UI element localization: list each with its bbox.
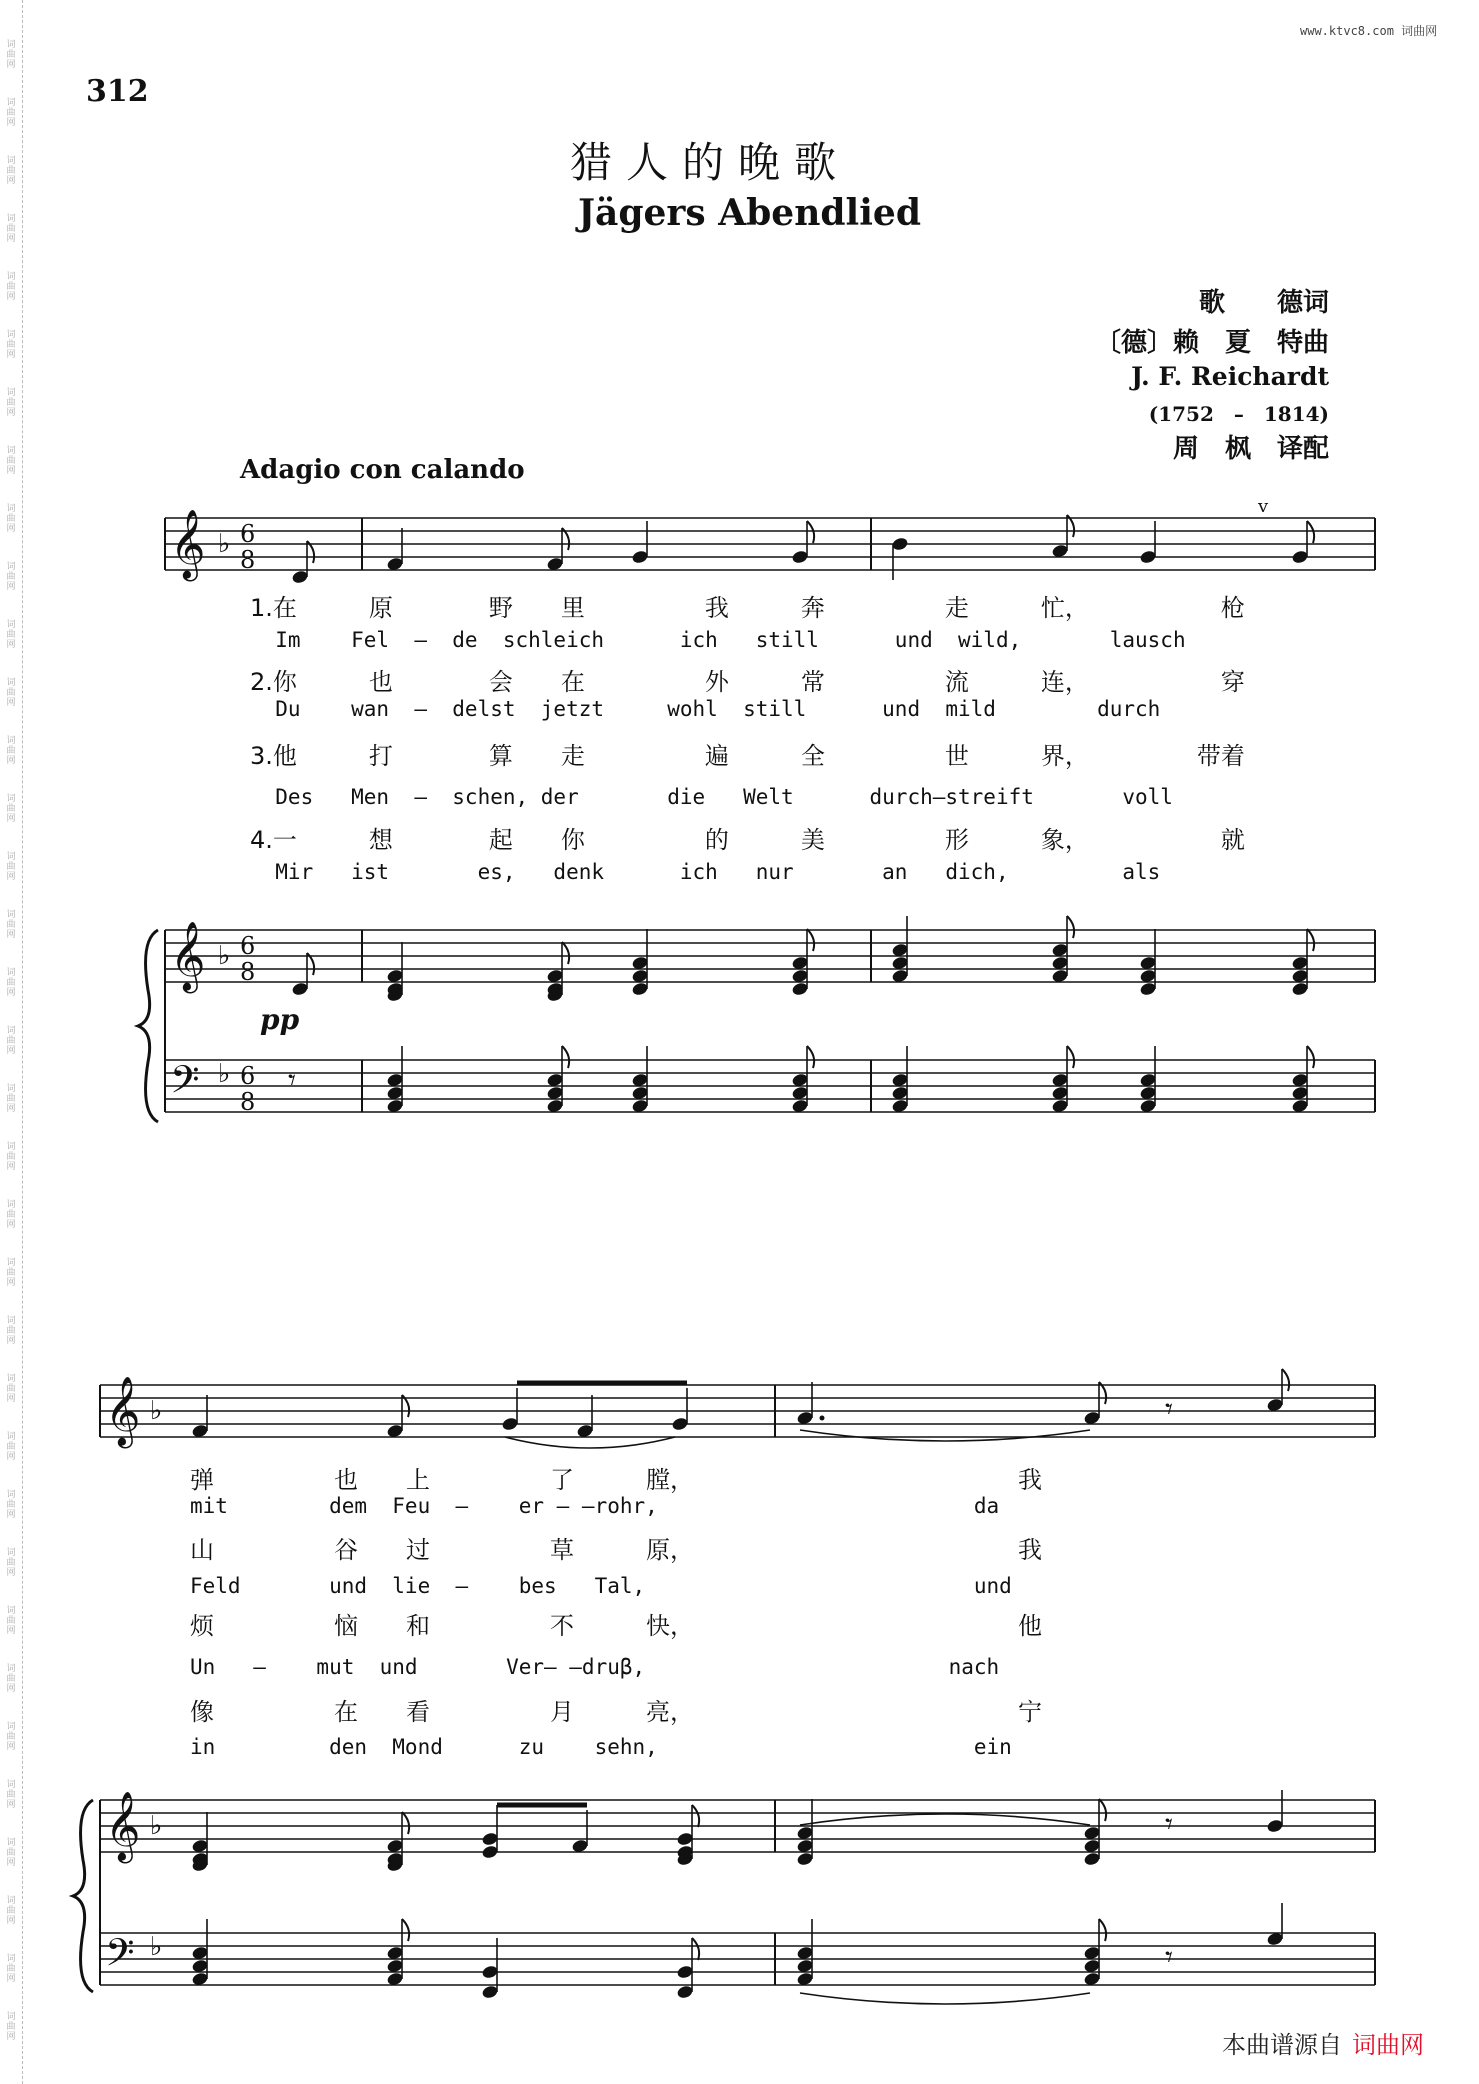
note-flag bbox=[562, 942, 569, 964]
side-watermark-text: 词曲网 bbox=[6, 446, 16, 476]
credit-lyricist: 歌 德词 bbox=[1198, 288, 1329, 318]
side-watermark-text: 词曲网 bbox=[6, 272, 16, 302]
side-watermark-text: 词曲网 bbox=[6, 1896, 16, 1926]
piano-brace-icon bbox=[138, 930, 158, 1122]
side-watermark-text: 词曲网 bbox=[6, 1664, 16, 1694]
credit-composer: 〔德〕赖 夏 特曲 bbox=[1094, 328, 1329, 358]
side-watermark-text: 词曲网 bbox=[6, 1374, 16, 1404]
side-watermark-text: 词曲网 bbox=[6, 1026, 16, 1056]
tempo-marking: Adagio con calando bbox=[240, 455, 525, 485]
side-watermark-text: 词曲网 bbox=[6, 504, 16, 534]
lyric-line: in den Mond zu sehn, ein bbox=[190, 1735, 1012, 1759]
treble-clef-icon: 𝄞 bbox=[170, 921, 206, 991]
lyric-line: 1.在 原 野 里 我 奔 走 忙， 枪 bbox=[250, 594, 1245, 622]
lyric-line: 像 在 看 月 亮， 宁 bbox=[190, 1698, 1042, 1726]
side-watermark-text: 词曲网 bbox=[6, 968, 16, 998]
credit-translator: 周 枫 译配 bbox=[1172, 434, 1329, 464]
lyric-line: Mir ist es, denk ich nur an dich, als bbox=[250, 860, 1161, 884]
note-flag bbox=[1307, 521, 1314, 543]
rest-icon: 𝄾 bbox=[1165, 1392, 1173, 1427]
side-watermark-text: 词曲网 bbox=[6, 910, 16, 940]
lyric-line: Des Men — schen, der die Welt durch—streift voll bbox=[250, 785, 1173, 809]
dynamic-marking: pp bbox=[260, 1003, 300, 1036]
key-flat-icon: ♭ bbox=[150, 1396, 163, 1426]
time-signature-top: 6 bbox=[240, 1062, 256, 1090]
side-watermark-text: 词曲网 bbox=[6, 1200, 16, 1230]
side-watermark-text: 词曲网 bbox=[6, 40, 16, 70]
header-site[interactable]: www.ktvc8.com 词曲网 bbox=[1300, 24, 1438, 38]
side-watermark-text: 词曲网 bbox=[6, 2012, 16, 2042]
note-flag bbox=[402, 1812, 409, 1834]
title-chinese: 猎人的晚歌 bbox=[570, 138, 851, 187]
side-watermark-text: 词曲网 bbox=[6, 1142, 16, 1172]
lyric-line: 烦 恼 和 不 快， 他 bbox=[190, 1612, 1042, 1640]
key-flat-icon: ♭ bbox=[218, 1059, 231, 1089]
key-flat-icon: ♭ bbox=[150, 1811, 163, 1841]
side-watermark-text: 词曲网 bbox=[6, 794, 16, 824]
side-watermark-text: 词曲网 bbox=[6, 736, 16, 766]
time-signature-top: 6 bbox=[240, 932, 256, 960]
side-watermark-text: 词曲网 bbox=[6, 1954, 16, 1984]
lyric-line: 弹 也 上 了 膛， 我 bbox=[190, 1466, 1042, 1494]
note-flag bbox=[1282, 1369, 1289, 1391]
title-german: Jägers Abendlied bbox=[578, 192, 921, 234]
note-flag bbox=[1067, 1046, 1074, 1068]
side-watermark-text: 词曲网 bbox=[6, 1548, 16, 1578]
note-flag bbox=[1067, 916, 1074, 938]
bass-clef-icon: 𝄢 bbox=[170, 1057, 200, 1111]
side-watermark-text: 词曲网 bbox=[6, 1316, 16, 1346]
side-watermark-text: 词曲网 bbox=[6, 388, 16, 418]
note-flag bbox=[1307, 929, 1314, 951]
side-watermark-text: 词曲网 bbox=[6, 330, 16, 360]
footer-source-label: 本曲谱源自 bbox=[1222, 2031, 1342, 2059]
lyric-line: 3.他 打 算 走 遍 全 世 界， 带着 bbox=[250, 742, 1245, 770]
side-watermark-text: 词曲网 bbox=[6, 1084, 16, 1114]
lyric-line: Feld und lie — bes Tal, und bbox=[190, 1574, 1012, 1598]
note-flag bbox=[402, 1919, 409, 1941]
accent-mark: v bbox=[1258, 496, 1269, 517]
lyric-line: Un — mut und Ver— —druβ, nach bbox=[190, 1655, 1000, 1679]
note-flag bbox=[562, 1046, 569, 1068]
time-signature-bottom: 8 bbox=[240, 546, 256, 574]
side-watermark-text: 词曲网 bbox=[6, 1606, 16, 1636]
lyric-line: 4.一 想 起 你 的 美 形 象， 就 bbox=[250, 826, 1245, 854]
side-watermark-text: 词曲网 bbox=[6, 852, 16, 882]
bass-clef-icon: 𝄢 bbox=[105, 1930, 135, 1984]
side-watermark-text: 词曲网 bbox=[6, 620, 16, 650]
lyric-line: 山 谷 过 草 原， 我 bbox=[190, 1536, 1042, 1564]
note-flag bbox=[807, 1046, 814, 1068]
side-watermark-text: 词曲网 bbox=[6, 678, 16, 708]
tie bbox=[800, 1814, 1090, 1825]
note-flag bbox=[807, 929, 814, 951]
note-flag bbox=[1099, 1919, 1106, 1941]
side-watermark-text: 词曲网 bbox=[6, 1722, 16, 1752]
note-flag bbox=[1099, 1799, 1106, 1821]
rest-icon: 𝄾 bbox=[288, 1063, 296, 1098]
slur bbox=[505, 1437, 675, 1448]
side-watermark-text: 词曲网 bbox=[6, 1490, 16, 1520]
time-signature-bottom: 8 bbox=[240, 958, 256, 986]
side-watermark-text: 词曲网 bbox=[6, 1780, 16, 1810]
side-watermark-text: 词曲网 bbox=[6, 156, 16, 186]
side-watermark-text: 词曲网 bbox=[6, 98, 16, 128]
note-flag bbox=[807, 521, 814, 543]
key-flat-icon: ♭ bbox=[218, 941, 231, 971]
note-flag bbox=[1307, 1046, 1314, 1068]
lyric-line: mit dem Feu — er — —rohr, da bbox=[190, 1494, 1000, 1518]
rest-icon: 𝄾 bbox=[1165, 1940, 1173, 1975]
credit-composer-latin: J. F. Reichardt bbox=[1131, 362, 1329, 391]
lyric-line: 2.你 也 会 在 外 常 流 连， 穿 bbox=[250, 668, 1245, 696]
lyric-line: Im Fel — de schleich ich still und wild, lausch bbox=[250, 628, 1186, 652]
key-flat-icon: ♭ bbox=[150, 1932, 163, 1962]
side-watermark-text: 词曲网 bbox=[6, 562, 16, 592]
treble-clef-icon: 𝄞 bbox=[170, 509, 206, 579]
treble-clef-icon: 𝄞 bbox=[105, 1376, 141, 1446]
side-watermark-text: 词曲网 bbox=[6, 1838, 16, 1868]
page-number: 312 bbox=[86, 74, 149, 109]
piano-brace-icon bbox=[73, 1800, 93, 1992]
key-flat-icon: ♭ bbox=[218, 529, 231, 559]
side-watermark-text: 词曲网 bbox=[6, 1258, 16, 1288]
lyric-line: Du wan — delst jetzt wohl still und mild durch bbox=[250, 697, 1161, 721]
side-watermark-text: 词曲网 bbox=[6, 1432, 16, 1462]
note-flag bbox=[692, 1805, 699, 1827]
time-signature-bottom: 8 bbox=[240, 1088, 256, 1116]
time-signature-top: 6 bbox=[240, 520, 256, 548]
credit-years: (1752 – 1814) bbox=[1148, 402, 1329, 426]
footer-site-link[interactable]: 词曲网 bbox=[1352, 2031, 1424, 2059]
side-watermark-text: 词曲网 bbox=[6, 214, 16, 244]
rest-icon: 𝄾 bbox=[1165, 1807, 1173, 1842]
treble-clef-icon: 𝄞 bbox=[105, 1791, 141, 1861]
dot bbox=[820, 1416, 825, 1421]
tie bbox=[800, 1993, 1090, 2004]
tie bbox=[800, 1430, 1090, 1441]
note-flag bbox=[692, 1938, 699, 1960]
